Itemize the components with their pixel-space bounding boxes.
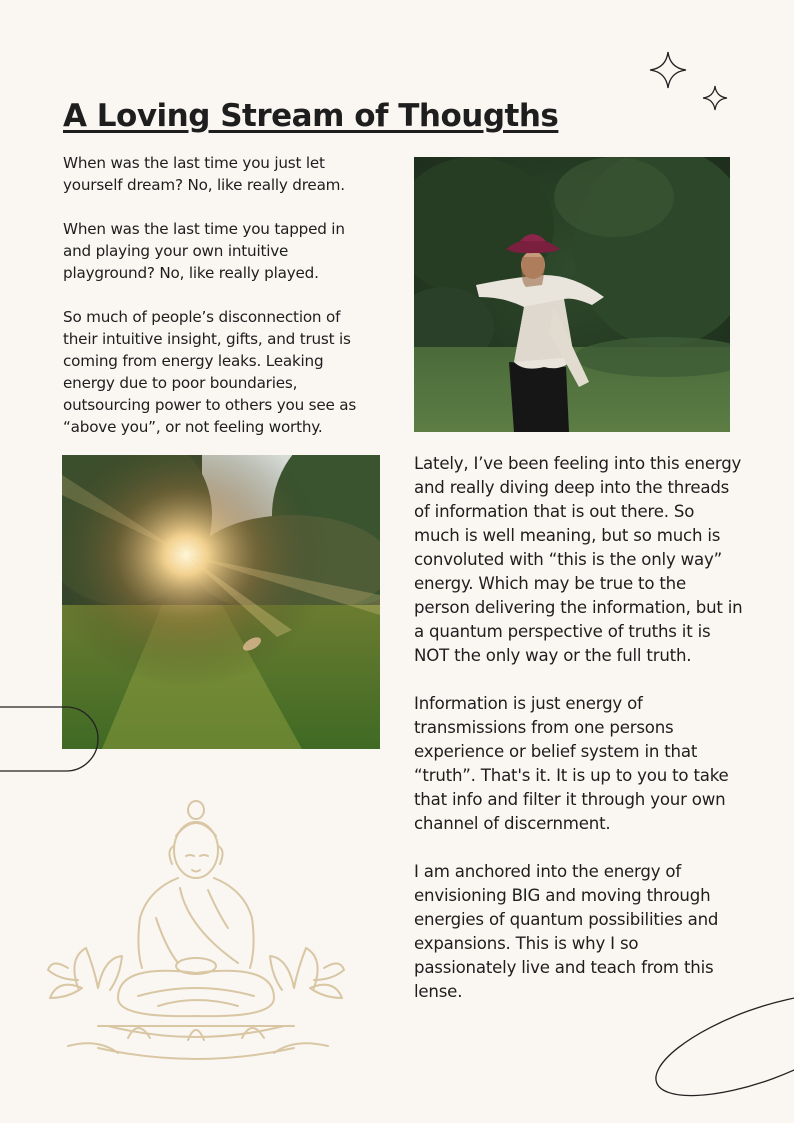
paragraph-lately: Lately, I’ve been feeling into this energy and really diving deep into the threads of information that is out there. So much is well meaning, but so much is convoluted with “this is the only way” energy. Which may be true to the person delivering the information, but in a quantum perspective of truths it is NOT the only way or the full truth.: [414, 454, 743, 665]
decorative-curve-left: [0, 704, 102, 774]
paragraph-anchored: I am anchored into the energy of envisioning BIG and moving through energies of quantum possibilities and expansions. This is why I so passionately live and teach from this lense.: [414, 862, 719, 1001]
sparkle-star-icon-small: [702, 85, 728, 111]
paragraph-energy-leaks: So much of people’s disconnection of their intuitive insight, gifts, and trust is coming from energy leaks. Leaking energy due to poor boundaries, outsourcing power to others you see as “above you”, or not feeling worthy.: [63, 308, 357, 436]
paragraph-played: When was the last time you tapped in and playing your own intuitive playground? No, like really played.: [63, 220, 345, 282]
sparkle-star-icon-large: [648, 50, 688, 90]
buddha-illustration: [38, 798, 358, 1068]
paragraph-information: Information is just energy of transmissions from one persons experience or belief system in that “truth”. That's it. It is up to you to take that info and filter it through your own channel of discernment.: [414, 694, 729, 833]
page-title: A Loving Stream of Thougths: [63, 98, 559, 134]
paragraph-dream: When was the last time you just let yourself dream? No, like really dream.: [63, 154, 345, 194]
decorative-ellipse-right: [650, 985, 794, 1103]
right-text-column: [414, 452, 744, 1028]
left-text-column: [63, 152, 363, 460]
photo-sunset-forest: [62, 455, 380, 749]
photo-woman-dancing: [414, 157, 730, 432]
